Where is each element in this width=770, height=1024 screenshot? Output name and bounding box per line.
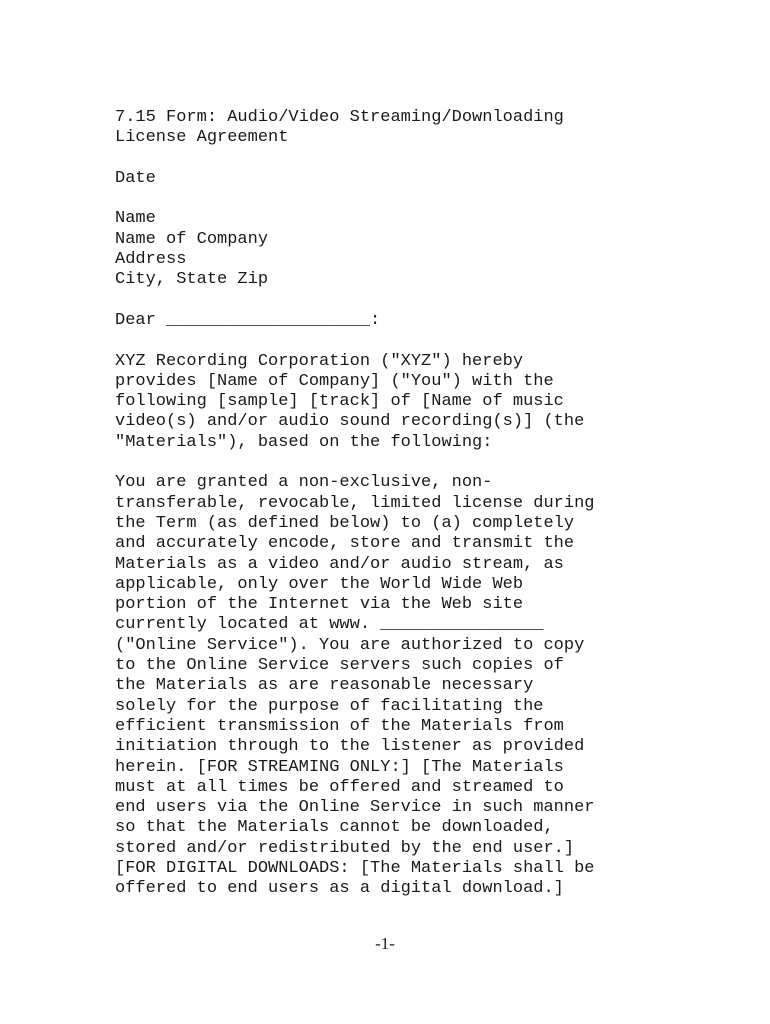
spacer	[115, 189, 675, 209]
paragraph-line: transferable, revocable, limited license during	[115, 493, 595, 513]
address-line: Address	[115, 250, 187, 270]
paragraph-line: XYZ Recording Corporation ("XYZ") hereby	[115, 351, 524, 371]
intro-paragraph	[115, 352, 675, 453]
paragraph-line: the Materials as are reasonable necessary	[115, 676, 534, 696]
spacer	[115, 453, 675, 473]
paragraph-line: provides [Name of Company] ("You") with the	[115, 371, 554, 391]
paragraph-line: ("Online Service"). You are authorized to copy	[115, 635, 585, 655]
document-body	[115, 108, 675, 900]
spacer	[115, 291, 675, 311]
paragraph-line: must at all times be offered and streamed to	[115, 777, 564, 797]
document-title	[115, 108, 675, 149]
date-line: Date	[115, 168, 156, 188]
paragraph-line: end users via the Online Service in such manner	[115, 798, 595, 818]
paragraph-line: video(s) and/or audio sound recording(s)] (the	[115, 412, 585, 432]
paragraph-line: solely for the purpose of facilitating the	[115, 696, 544, 716]
address-block	[115, 209, 675, 290]
paragraph-line: herein. [FOR STREAMING ONLY:] [The Materials	[115, 757, 564, 777]
license-paragraph	[115, 473, 675, 899]
paragraph-line: initiation through to the listener as provided	[115, 737, 585, 757]
paragraph-line: stored and/or redistributed by the end user.]	[115, 838, 575, 858]
paragraph-line: following [sample] [track] of [Name of music	[115, 392, 564, 412]
paragraph-line: You are granted a non-exclusive, non-	[115, 473, 493, 493]
paragraph-line: offered to end users as a digital download.]	[115, 879, 564, 899]
paragraph-line: and accurately encode, store and transmit the	[115, 534, 575, 554]
page-number: -1-	[375, 934, 395, 953]
paragraph-line: so that the Materials cannot be downloaded,	[115, 818, 554, 838]
paragraph-line: [FOR DIGITAL DOWNLOADS: [The Materials shall be	[115, 858, 595, 878]
paragraph-line: "Materials"), based on the following:	[115, 432, 493, 452]
paragraph-line: applicable, only over the World Wide Web	[115, 574, 524, 594]
address-line: Name	[115, 209, 156, 229]
address-line: Name of Company	[115, 229, 269, 249]
paragraph-line: efficient transmission of the Materials from	[115, 716, 564, 736]
paragraph-line: the Term (as defined below) to (a) completely	[115, 513, 575, 533]
address-line: City, State Zip	[115, 270, 269, 290]
salutation: Dear ____________________:	[115, 310, 381, 330]
spacer	[115, 331, 675, 351]
paragraph-line: currently located at www. ________________	[115, 615, 544, 635]
title-line: 7.15 Form: Audio/Video Streaming/Downloading	[115, 108, 564, 127]
title-line: License Agreement	[115, 128, 289, 148]
paragraph-line: to the Online Service servers such copies of	[115, 656, 564, 676]
spacer	[115, 149, 675, 169]
paragraph-line: Materials as a video and/or audio stream, as	[115, 554, 564, 574]
paragraph-line: portion of the Internet via the Web site	[115, 595, 524, 615]
